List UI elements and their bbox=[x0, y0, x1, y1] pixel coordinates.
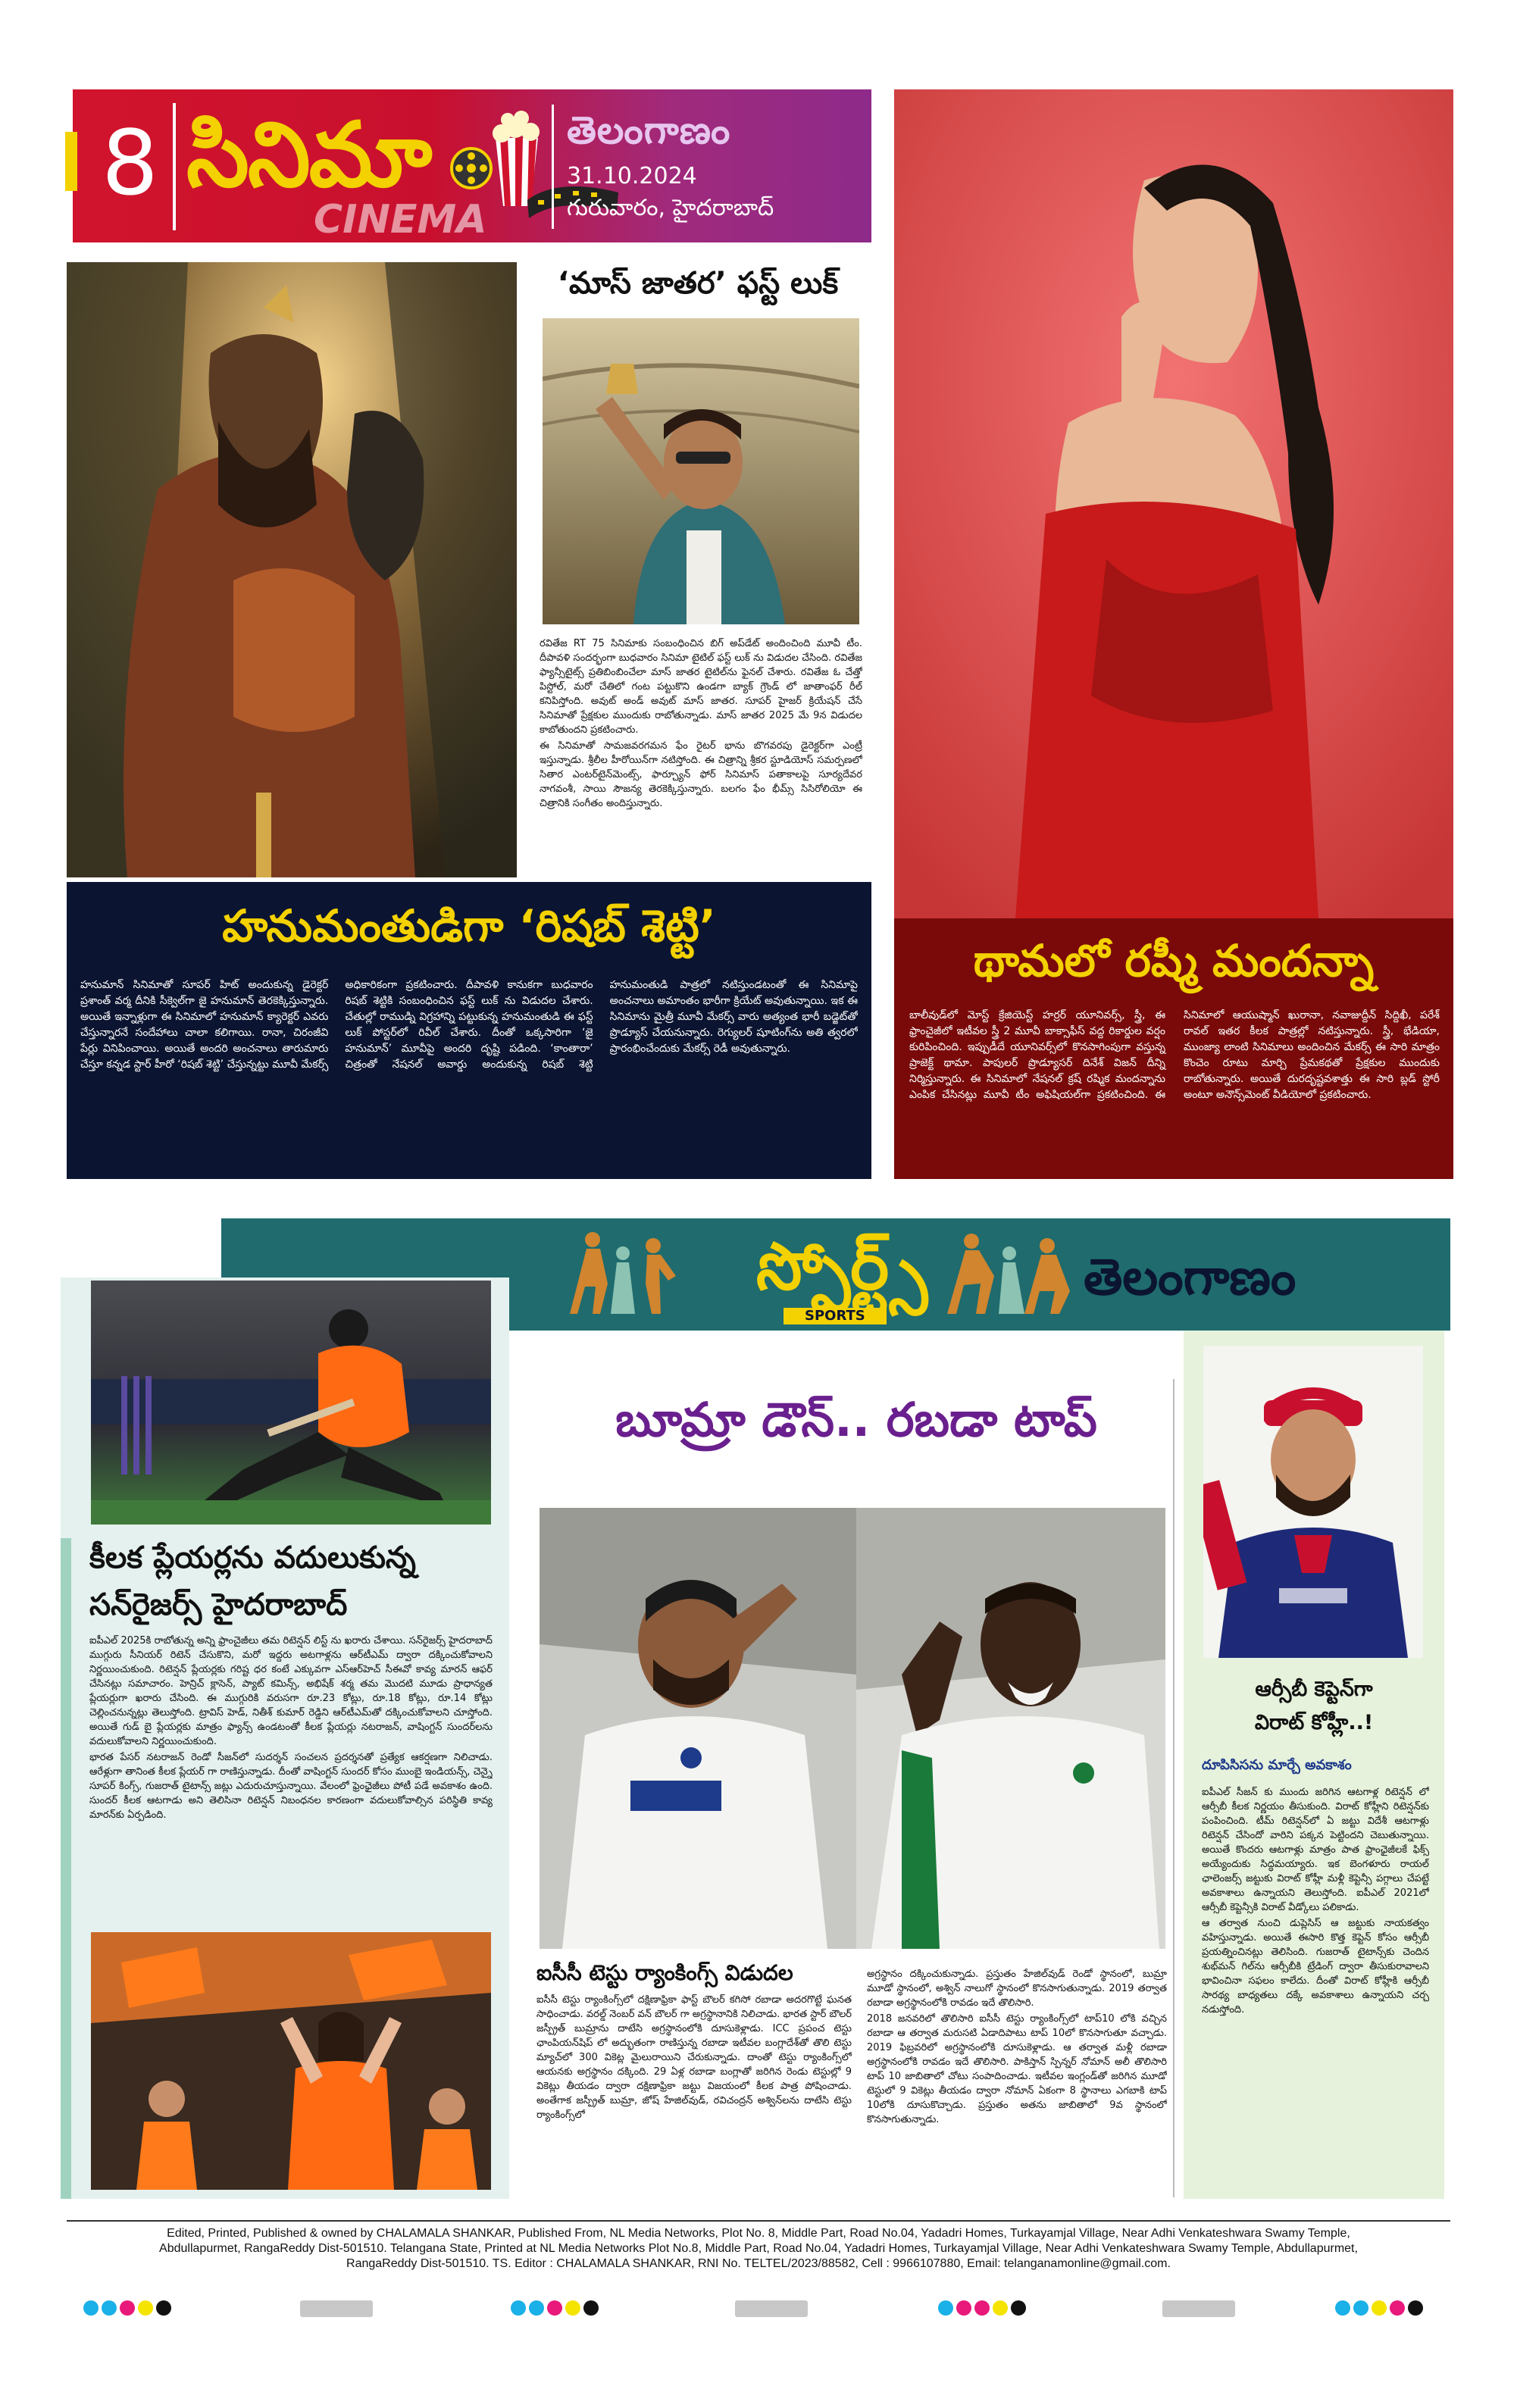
kohli-body bbox=[1202, 1785, 1429, 2191]
kohli-headline-line2: విరాట్ కోహ్లీ..! bbox=[1254, 1711, 1374, 1734]
rishab-shetty-hanuman-photo bbox=[67, 262, 517, 877]
kohli-photo bbox=[1203, 1346, 1423, 1658]
kohli-para-2: ఆ తర్వాత నుంచి డుప్లెసిస్ ఆ జట్టుకు నాయకత్వం వహిస్తున్నాడు. అయితే ఈసారి కొత్త కెప్టెన్ కోసం ఆర్సీబీ ప్రయత్నించినట్లు తెలిసింది. గుజరాత్ టైటాన్స్‌కు చెందిన శుభ్‌మన్ గిల్‌ను ఆర్సీబీకి ట్రేడింగ్ ద్వారా తీసుకురావాలని భావించినా సఫలం కాలేదు. దీంతో విరాట్ కోహ్లీకి ఆర్సీబీ సారథ్య బాధ్యతలు దక్కే అవకాశాలు ఉన్నాయని చర్చ నడుస్తోంది. bbox=[1202, 1918, 1429, 2016]
paper-name: తెలంగాణం bbox=[567, 108, 731, 152]
srh-fans-photo bbox=[91, 1932, 491, 2190]
registration-bar-1 bbox=[300, 2300, 373, 2317]
rashmika-body-box bbox=[894, 1000, 1453, 1179]
bumrah-photo bbox=[540, 1508, 856, 1949]
rashmika-headline-bar bbox=[894, 918, 1453, 1000]
masthead-divider bbox=[173, 103, 176, 230]
srh-batsman-photo bbox=[91, 1281, 491, 1525]
mass-jathara-headline: ‘మాస్ జాతర’ ఫస్ట్ లుక్ bbox=[557, 266, 839, 301]
cinema-masthead bbox=[73, 89, 871, 242]
icc-headline: ఐసీసీ టెస్టు ర్యాంకింగ్స్ విడుదల bbox=[536, 1960, 793, 1985]
issue-day-place: గురువారం, హైదరాబాద్ bbox=[567, 195, 774, 221]
rishab-body: హనుమాన్ సినిమాతో సూపర్ హిట్ అందుకున్న డైరెక్టర్ ప్రశాంత్ వర్మ దీనికి సీక్వెల్‌గా జై హనుమాన్ తెరకెక్కిస్తున్నారు. అయితే ఇన్నాళ్లుగా ఈ సినిమాలో హనుమాన్ క్యారెక్టర్ ఎవరు చేస్తున్నారనే సందేహాలు చాలా కలిగాయి. రానా, చిరంజీవి పేర్లు వినిపించాయి. అయితే అందరి అంచనాలు తారుమారు చేస్తూ కన్నడ స్టార్ హీరో ‘రిషబ్ శెట్టి’ చేస్తున్నట్టు మూవీ మేకర్స్ అధికారికంగా ప్రకటించారు. దీపావళి కానుకగా బుధవారం రిషబ్ శెట్టికి సంబంధించిన ఫస్ట్ లుక్ ను విడుదల చేశారు. చేతుల్లో రాముడ్ని విగ్రహాన్ని పట్టుకున్న హనుమంతుడి ఈ ఫస్ట్ లుక్ పోస్టర్‌లో రివీల్ చేశారు. దీంతో ఒక్కసారిగా ‘జై హనుమాన్’ మూవీపై అందరి దృష్టి పడింది. ‘కాంతారా’ చిత్రంతో నేషనల్ అవార్డు అందుకున్న రిషబ్ శెట్టి హనుమంతుడి పాత్రలో నటిస్తుండటంతో ఈ సినిమాపై అంచనాలు అమాంతం భారీగా క్రియేట్ అవుతున్నాయి. ఇక ఈ సినిమాను మైత్రీ మూవీ మేకర్స్ వారు అత్యంత భారీ బడ్జెట్‌తో ప్రొడ్యూస్ చేయనున్నారు. రెగ్యులర్ షూటింగ్‌ను అతి త్వరలో ప్రారంభించేందుకు మేకర్స్ రెడీ అవుతున్నారు. bbox=[80, 979, 858, 1071]
srh-para-1: ఐపీఎల్ 2025కి రాబోతున్న అన్ని ఫ్రాంచైజీలు తమ రిటెన్షన్ లిస్ట్ ను ఖరారు చేశాయి. సన్‌రైజర్స్ హైదరాబాద్ ముగ్గురు సీనియర్ రిటెన్ చేసుకొని, మరో ఇద్దరు అటగాళ్లను ఆర్‌టీఎమ్ ద్వారా దక్కించుకోవాలని నిర్ణయించుకుంది. రిటెన్షన్ ప్లేయర్లకు గరిష్ట ధర కంటే ఎక్కువగా ఎస్ఆర్‌హెచ్ సీఈవో కావ్య మారన్ ఆఫర్ చేసినట్లు సమాచారం. హెన్రిచ్ క్లాసెన్, ప్యాట్ కమిన్స్, అభిషేక్ శర్మ తమ మొదటి మూడు ప్రాధాన్యత ప్లేయర్లుగా ఖరారు చేసింది. ఈ ముగ్గురికి వరుసగా రూ.23 కోట్లు, రూ.18 కోట్లు, రూ.14 కోట్లు చెల్లించనున్నట్లు తెలుస్తోంది. ట్రావిస్ హెడ్, నితీశ్ కుమార్ రెడ్డిని ఆర్‌టీఎమ్‌తో దక్కించుకోవాలని చూస్తోంది. అయితే గుడ్ బై ప్లేయర్లకు మాత్రం ఫ్యాన్స్ ఉండటంతో కీలక ప్లేయర్లు నటరాజన్, వాషింగ్టన్ సుందర్‌లను వదులుకోవాలని నిర్ణయించుకుంది. bbox=[89, 1635, 493, 1747]
kohli-headline-line1: ఆర్సీబీ కెప్టెన్‌గా bbox=[1255, 1678, 1373, 1701]
registration-bar-3 bbox=[1162, 2300, 1235, 2317]
sports-subtitle: SPORTS bbox=[784, 1308, 887, 1324]
footer-line-3: RangaReddy Dist-501510. TS. Editor : CHALAMALA SHANKAR, RNI No. TELTEL/2023/88582, Cell : 9966107880, Email: telanganamonline@gmail.com. bbox=[346, 2257, 1171, 2270]
srh-body bbox=[89, 1634, 493, 1912]
footer-line-1: Edited, Printed, Published & owned by CHALAMALA SHANKAR, Published From, NL Media Networks, Plot No. 8, Middle Part, Road No.04, Yadadri Homes, Turkayamjal Village, Near Adhi Venkateshwara Swamy Temple, bbox=[167, 2227, 1350, 2240]
registration-marks-3 bbox=[938, 2300, 1026, 2316]
registration-marks-4 bbox=[1335, 2300, 1423, 2316]
kohli-subhead: దూపిసిసను మార్చే అవకాశం bbox=[1202, 1757, 1352, 1773]
srh-para-2: భారత పేసర్ నటరాజన్ రెండో సీజన్‌లో సుదర్శన్ సంచలన ప్రదర్శనతో ప్రత్యేక ఆకర్షణగా నిలిచాడు. ఆరేళ్లుగా తానింత కీలక ప్లేయర్ గా రాణిస్తున్నాడు. దీంతో వాషింగ్టన్ సుందర్ కోసం ముంబై ఇండియన్స్, చెన్నై సూపర్ కింగ్స్, గుజరాత్ టైటాన్స్ జట్లు ఎదురుచూస్తున్నాయి. వేలంలో ఫ్రెంఛైజీలు పోటీ పడే అవకాశం ఉంది. సుందర్ కీలక ఆటగాడు అని తెలిసినా రిటెన్షన్ నిబంధనల కారణంగా వదులుకోవాల్సిన పరిస్థితి కావ్య మారన్‌కు ఏర్పడింది. bbox=[89, 1752, 493, 1821]
rishab-headline-bar bbox=[67, 882, 871, 970]
masthead-yellow-tab bbox=[65, 132, 77, 191]
icc-para-2: అగ్రస్థానం దక్కించుకున్నాడు. ప్రస్తుతం హేజిల్‌వుడ్ రెండో స్థానంలో, బుమ్రా మూడో స్థానంలో, అశ్విన్ నాలుగో స్థానంలో కొనసాగుతున్నాడు. 2019 తర్వాత రబాడా అగ్రస్థానంలోకి రావడం ఇదే తొలిసారి. bbox=[867, 1969, 1167, 2009]
footer-imprint bbox=[67, 2226, 1450, 2272]
icc-body-col2 bbox=[867, 1967, 1167, 2191]
registration-bar-2 bbox=[735, 2300, 808, 2317]
registration-marks-1 bbox=[83, 2300, 171, 2316]
rishab-headline: హనుమంతుడిగా ‘రిషబ్ శెట్టి’ bbox=[222, 900, 716, 952]
sports-paper-name: తెలంగాణం bbox=[1084, 1248, 1296, 1306]
mass-jathara-photo bbox=[543, 318, 859, 624]
sports-main-headline: బూమ్రా డౌన్.. రబడా టాప్ bbox=[615, 1392, 1097, 1447]
footer-line-2: Abdullapurmet, RangaReddy Dist-501510. Telangana State, Printed at NL Media Networks Plot No.8, Middle Part, Road No.04, Yadadri Homes, Turkayamjal Village, Near Adhi Venkateshwara Swamy Temple, Abdullapurmet, bbox=[159, 2242, 1358, 2255]
mass-jathara-para-1: రవితేజ RT 75 సినిమాకు సంబంధించిన బిగ్ అప్‌డేట్ అందించింది మూవీ టీం. దీపావళి సందర్భంగా బుధవారం సినిమా టైటిల్ ఫస్ట్ లుక్ ను విడుదల చేసింది. రవితేజ ఫ్యాన్సీటైట్స్ ప్రతిబింబించేలా మాస్ జాతర టైటిల్‌ను ఫైనల్ చేశారు. రవితేజ ఓ చేత్తో పిస్టోల్, మరో చేతిలో గంట పట్టుకొని ఉండగా బ్యాక్ గ్రౌండ్ లో జాతాంఫర్ రీల్ కనిపిస్తోంది. అవుట్ అండ్ అవుట్ మాస్ జాతర. సూపర్ హైజర్ క్రియేషన్ చేసే సినిమాతో ప్రేక్షకుల ముందుకు రాబోతున్నాడు. మాస్ జాతర 2025 మే 9న విడుదల కాబోతుందని ప్రకటించారు. bbox=[540, 638, 862, 736]
mass-jathara-para-2: ఈ సినిమాతో సామజవరగమన ఫేం రైటర్ భాను బొగవరపు డైరెక్టర్‌గా ఎంట్రీ ఇస్తున్నాడు. శ్రీలీల హీరోయిన్‌గా నటిస్తోంది. ఈ చిత్రాన్ని శ్రీకర స్టూడియోస్ సమర్పణలో సితార ఎంటర్‌టైన్‌మెంట్స్, ఫార్చ్యూన్ ఫోర్ సినిమాస్ పతాకాలపై సూర్యదేవర నాగవంశీ, సాయి సౌజన్య తెరకెక్కిస్తున్నారు. బలగం ఫేం భీమ్స్ సిసిరోలియో ఈ చిత్రానికి సంగీతం అందిస్తున్నారు. bbox=[540, 740, 862, 809]
kohli-para-1: ఐపీఎల్ సీజన్ కు ముందు జరిగిన ఆటగాళ్ల రిటెన్షన్ లో ఆర్సీబీ కీలక నిర్ణయం తీసుకుంది. విరాట్ కోహ్లీని రిటెన్షన్‌కు పంపించింది. టీమ్ రిటెన్షన్‌లో ఏ జట్టు విదేశీ ఆటగాళ్లు రిటెన్షన్ చేసిందో వారిని పక్కన పెట్టిందని చెబుతున్నాయి. అయితే కొందరు ఆటగాళ్లు మాత్రం పాత ఫ్రాంఛైజీలకే ఫిక్స్ అయ్యేందుకు సిద్ధమయ్యారు. ఇక బెంగళూరు రాయల్ ఛాలెంజర్స్ జట్టుకు విరాట్ కోహ్లీ మళ్లీ కెప్టెన్సీ పగ్గాలు చేపట్టే అవకాశాలు ఉన్నాయని తెలుస్తోంది. ఐపీఎల్ 2021లో ఆర్సీబీ కెప్టెన్సీకి విరాట్ వీడ్కోలు పలికాడు. bbox=[1202, 1787, 1429, 1913]
srh-headline-line2: సన్‌రైజర్స్ హైదరాబాద్ bbox=[89, 1587, 348, 1622]
rabada-photo bbox=[856, 1508, 1165, 1949]
icc-para-3: 2018 జనవరిలో తొలిసారి ఐసీసీ టెస్టు ర్యాంకింగ్స్‌లో టాప్10 లోకి వచ్చిన రబాడా ఆ తర్వాత మరుసటి ఏడాదిపాటు టాప్ 10లో కొనసాగుతూ వచ్చాడు. 2019 ఫిబ్రవరిలో అగ్రస్థానంలోకి దూసుకెళ్లాడు. ఆ తర్వాత మళ్లీ రబాడా అగ్రస్థానంలోకి రావడం ఇదే తొలిసారి. పాకిస్తాన్ స్పిన్నర్ నోమాన్ అలీ తొలిసారి టాప్ 10 జాబితాలో చోటు సంపాదించాడు. ఇటీవల ఇంగ్లండ్‌తో జరిగిన మూడో టెస్టులో 9 వికెట్లు తీయడం ద్వారా నోమాన్ ఏకంగా 8 స్థానాలు ఎగబాకి టాప్ 10లోకి దూసుకొచ్చాడు. ప్రస్తుతం అతను జాబితాలో 9వ స్థానంలో కొనసాగుతున్నాడు. bbox=[867, 2013, 1167, 2125]
rashmika-body: బాలీవుడ్‌లో మోస్ట్ క్రేజియెస్ట్ హర్రర్ యూనివర్స్, స్త్రీ, ఈ ఫ్రాంచైజీలో ఇటీవల స్త్రీ 2 మూవీ బాక్సాఫీస్ వద్ద రికార్డుల వర్షం కురిపించింది. ఇప్పుడీదే యూనివర్స్‌లో కొనసాగింపుగా వస్తున్న ప్రాజెక్ట్ థామా. పాపులర్ ప్రొడ్యూసర్ దినేశ్ విజన్ దీన్ని నిర్మిస్తున్నారు. ఈ సినిమాలో నేషనల్ క్రష్ రష్మిక మందన్నాను ఎంపిక చేసినట్లు మూవీ టీం అఫిషియల్‌గా ప్రకటించింది. ఈ సినిమాలో ఆయుష్మాన్ ఖురానా, నవాజుద్దీన్ సిద్దిఖీ, పరేశ్ రావల్ ఇతర కీలక పాత్రల్లో నటిస్తున్నారు. స్త్రీ, భేడియా, ముంజ్యా లాంటి సినిమాలు అందించిన మేకర్స్ ఈ సారి మాత్రం కొంచెం రూటు మార్చి ప్రేమకథతో ప్రేక్షకుల ముందుకు రాబోతున్నారు. అయితే దురదృష్టవశాత్తు ఈ సారి బ్లడ్ స్టోరీ అంటూ అనౌన్స్‌మెంట్ వీడియోలో ప్రకటించారు. bbox=[909, 1009, 1440, 1101]
masthead-divider-2 bbox=[552, 105, 554, 229]
section-title: సినిమా bbox=[186, 102, 431, 207]
page-number: 8 bbox=[102, 111, 159, 215]
rishab-body-box bbox=[67, 970, 871, 1179]
srh-column-accent bbox=[61, 1538, 71, 2199]
icc-body-col1: ఐసీసీ టెస్టు ర్యాంకింగ్స్‌లో దక్షిణాఫ్రికా ఫాస్ట్ బౌలర్ కగిసో రబాడా అదరగొట్టే ఘనత సాధించాడు. వరల్డ్ నెంబర్ వన్ బౌలర్ గా అగ్రస్థానానికి నిలిచాడు. భారత స్టార్ బౌలర్ జస్ప్రీత్ బుమ్రాను దాటేసి అగ్రస్థానంలోకి దూసుకెళ్లాడు. ICC ప్రపంచ టెస్టు ఛాంపియన్‌షిప్ లో అద్భుతంగా రాణిస్తున్న రబాడా ఇటీవల బంగ్లాదేశ్‌తో తొలి టెస్టు మ్యాచ్‌లో 300 వికెట్ల మైలురాయిని చేరుకున్నాడు. దాంతో టెస్టు ర్యాంకింగ్స్‌లో ఆయనకు అగ్రస్థానం దక్కింది. 29 ఏళ్ల రబాడా బంగ్లాతో జరిగిన రెండు టెస్టుల్లో 9 వికెట్లు తీయడం ద్వారా దక్షిణాఫ్రికా జట్టు విజయంలో కీలక పాత్ర పోషించాడు. అంతేగాక జస్ప్రీత్ బుమ్రా, జోష్ హేజిల్‌వుడ్, రవిచంద్రన్ అశ్విన్‌లను దాటేసి టెస్టు ర్యాంకింగ్స్‌లో bbox=[536, 1994, 852, 2121]
mass-jathara-body bbox=[540, 636, 862, 864]
footer-rule bbox=[67, 2220, 1450, 2222]
rashmika-headline: థామలో రష్మీ మందన్నా bbox=[973, 935, 1375, 987]
registration-marks-2 bbox=[511, 2300, 599, 2316]
rashmika-photo bbox=[894, 89, 1453, 918]
sports-title: స్పోర్ట్స్ bbox=[756, 1229, 928, 1305]
issue-date: 31.10.2024 bbox=[567, 163, 697, 189]
column-divider bbox=[1173, 1379, 1175, 2197]
telangana-emblem-icon bbox=[567, 106, 794, 155]
srh-headline-line1: కీలక ప్లేయర్లను వదులుకున్న bbox=[89, 1540, 416, 1575]
section-subtitle: CINEMA bbox=[314, 197, 487, 242]
